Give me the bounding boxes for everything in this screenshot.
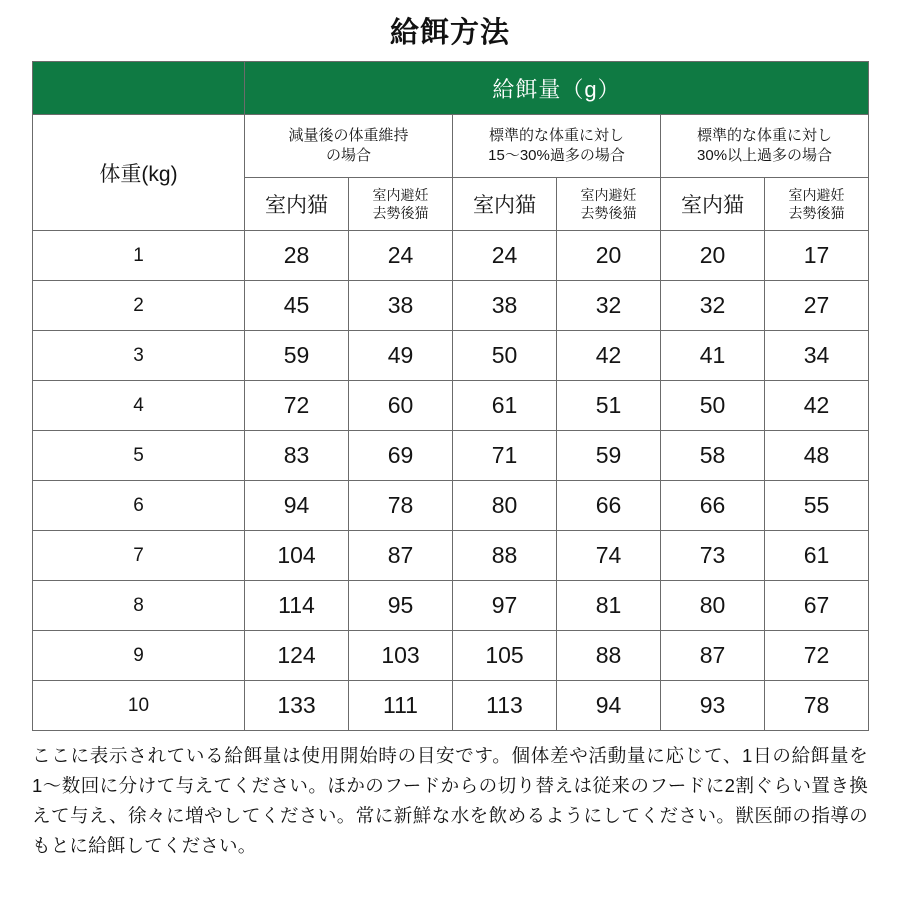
cell-value: 72 [765,631,869,681]
table-row [33,381,869,431]
cell-value: 69 [349,431,453,481]
cell-value: 113 [453,681,557,731]
header-group-1-line2: の場合 [325,147,371,164]
row-weight-label: 8 [33,581,245,631]
table-header-row-main [33,62,869,115]
cell-value: 49 [349,331,453,381]
feeding-note-text: ここに表示されている給餌量は使用開始時の目安です。個体差や活動量に応じて、1日の給餌量を1〜数回に分けて与えてください。ほかのフードからの切り替えは従来のフードに2割ぐらい置き換えて与え、徐々に増やしてください。常に新鮮な水を飲めるようにしてください。獣医師の指導のもとに給餌してください。 [32,745,868,856]
cell-value: 81 [557,581,661,631]
row-weight-label: 6 [33,481,245,531]
cell-value: 95 [349,581,453,631]
cell-value: 55 [765,481,869,531]
cell-value: 80 [661,581,765,631]
row-weight-label: 4 [33,381,245,431]
subheader-indoor-1: 室内猫 [245,178,349,231]
cell-value: 74 [557,531,661,581]
cell-value: 27 [765,281,869,331]
cell-value: 60 [349,381,453,431]
cell-value: 83 [245,431,349,481]
subheader-neutered-3-line1: 室内避妊 [788,186,845,203]
table-header-row-groups [33,115,869,178]
cell-value: 38 [349,281,453,331]
cell-value: 88 [453,531,557,581]
cell-value: 78 [349,481,453,531]
table-row [33,631,869,681]
cell-value: 20 [557,231,661,281]
subheader-neutered-1 [349,178,453,231]
cell-value: 58 [661,431,765,481]
cell-value: 103 [349,631,453,681]
cell-value: 32 [661,281,765,331]
cell-value: 94 [557,681,661,731]
cell-value: 42 [557,331,661,381]
row-weight-label: 5 [33,431,245,481]
header-blank-cell [33,62,245,115]
cell-value: 38 [453,281,557,331]
cell-value: 66 [661,481,765,531]
row-weight-label: 1 [33,231,245,281]
table-row [33,281,869,331]
table-row [33,231,869,281]
row-weight-label: 9 [33,631,245,681]
subheader-neutered-3-line2: 去勢後猫 [788,205,845,221]
cell-value: 93 [661,681,765,731]
cell-value: 97 [453,581,557,631]
table-row [33,581,869,631]
row-weight-label: 2 [33,281,245,331]
cell-value: 87 [349,531,453,581]
cell-value: 51 [557,381,661,431]
table-row [33,681,869,731]
feeding-amount-table [32,61,869,731]
cell-value: 32 [557,281,661,331]
cell-value: 24 [349,231,453,281]
cell-value: 124 [245,631,349,681]
page-title: 給餌方法 [389,17,510,49]
cell-value: 50 [661,381,765,431]
cell-value: 50 [453,331,557,381]
header-group-2-line2: 15〜30%過多の場合 [488,147,625,164]
cell-value: 78 [765,681,869,731]
row-weight-label: 7 [33,531,245,581]
table-row [33,481,869,531]
cell-value: 34 [765,331,869,381]
header-feeding-amount: 給餌量（g） [245,62,869,115]
subheader-neutered-3 [765,178,869,231]
cell-value: 87 [661,631,765,681]
cell-value: 61 [765,531,869,581]
cell-value: 133 [245,681,349,731]
cell-value: 45 [245,281,349,331]
cell-value: 88 [557,631,661,681]
header-group-3-line1: 標準的な体重に対し [697,126,833,144]
cell-value: 42 [765,381,869,431]
cell-value: 80 [453,481,557,531]
cell-value: 66 [557,481,661,531]
header-group-3-line2: 30%以上過多の場合 [697,147,833,164]
header-group-2-line1: 標準的な体重に対し [488,126,624,144]
header-weight-kg: 体重(kg) [33,115,245,231]
header-group-1 [245,115,453,178]
table-row [33,331,869,381]
cell-value: 41 [661,331,765,381]
subheader-neutered-2-line1: 室内避妊 [580,186,637,203]
cell-value: 67 [765,581,869,631]
cell-value: 28 [245,231,349,281]
subheader-indoor-3: 室内猫 [661,178,765,231]
cell-value: 61 [453,381,557,431]
cell-value: 114 [245,581,349,631]
cell-value: 111 [349,681,453,731]
table-row [33,531,869,581]
subheader-neutered-1-line1: 室内避妊 [372,186,429,203]
table-row [33,431,869,481]
cell-value: 48 [765,431,869,481]
cell-value: 71 [453,431,557,481]
row-weight-label: 3 [33,331,245,381]
row-weight-label: 10 [33,681,245,731]
subheader-neutered-2-line2: 去勢後猫 [580,205,637,221]
cell-value: 24 [453,231,557,281]
cell-value: 104 [245,531,349,581]
cell-value: 59 [245,331,349,381]
header-group-1-line1: 減量後の体重維持 [288,126,409,144]
subheader-indoor-2: 室内猫 [453,178,557,231]
cell-value: 94 [245,481,349,531]
cell-value: 72 [245,381,349,431]
cell-value: 73 [661,531,765,581]
cell-value: 17 [765,231,869,281]
header-group-2 [453,115,661,178]
header-group-3 [661,115,869,178]
subheader-neutered-1-line2: 去勢後猫 [372,205,429,221]
cell-value: 20 [661,231,765,281]
cell-value: 105 [453,631,557,681]
subheader-neutered-2 [557,178,661,231]
cell-value: 59 [557,431,661,481]
